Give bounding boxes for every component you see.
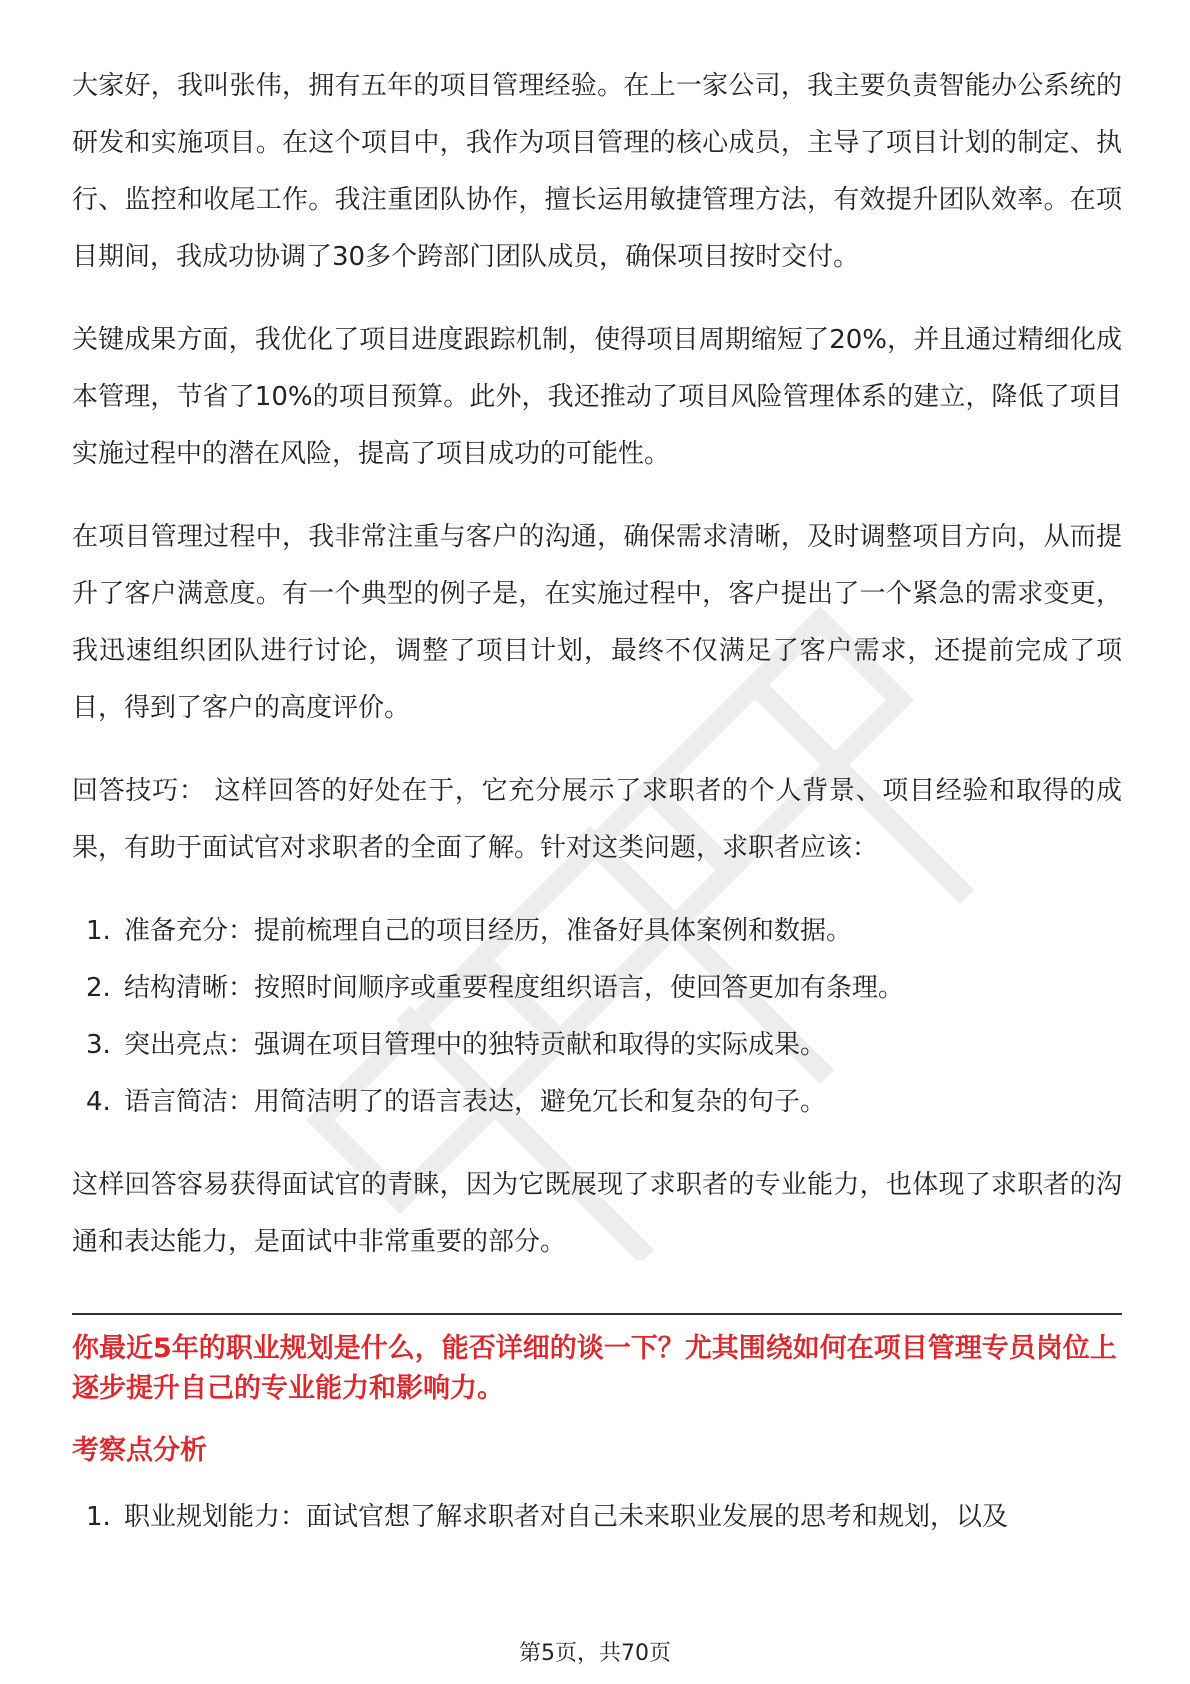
section-divider <box>72 1313 1122 1315</box>
list-item-number: 3. <box>86 1030 111 1060</box>
tips-intro: 回答技巧： 这样回答的好处在于，它充分展示了求职者的个人背景、项目经验和取得的成果，有助于面试官对求职者的全面了解。针对这类问题，求职者应该： <box>72 776 1122 863</box>
list-item-number: 4. <box>86 1087 111 1117</box>
analysis-heading: 考察点分析 <box>72 1435 207 1466</box>
list-item <box>86 1489 1122 1546</box>
list-item-text: 准备充分：提前梳理自己的项目经历，准备好具体案例和数据。 <box>124 916 853 946</box>
answer-paragraph-2: 关键成果方面，我优化了项目进度跟踪机制，使得项目周期缩短了20%，并且通过精细化成本管理，节省了10%的项目预算。此外，我还推动了项目风险管理体系的建立，降低了项目实施过程中的潜在风险，提高了项目成功的可能性。 <box>72 325 1122 469</box>
list-item-text: 语言简洁：用简洁明了的语言表达，避免冗长和复杂的句子。 <box>124 1087 827 1117</box>
list-item <box>86 1074 1122 1131</box>
question-heading: 你最近5年的职业规划是什么，能否详细的谈一下？尤其围绕如何在项目管理专员岗位上逐步提升自己的专业能力和影响力。 <box>72 1333 1117 1404</box>
list-item-number: 2. <box>86 973 111 1003</box>
list-item-text: 结构清晰：按照时间顺序或重要程度组织语言，使回答更加有条理。 <box>124 973 905 1003</box>
analysis-list <box>72 1489 1122 1546</box>
list-item <box>86 960 1122 1017</box>
list-item <box>86 1017 1122 1074</box>
tips-conclusion: 这样回答容易获得面试官的青睐，因为它既展现了求职者的专业能力，也体现了求职者的沟通和表达能力，是面试中非常重要的部分。 <box>72 1170 1122 1257</box>
page-number: 第5页，共70页 <box>519 1641 671 1666</box>
list-item-number: 1. <box>86 916 111 946</box>
answer-paragraph-1: 大家好，我叫张伟，拥有五年的项目管理经验。在上一家公司，我主要负责智能办公系统的研发和实施项目。在这个项目中，我作为项目管理的核心成员，主导了项目计划的制定、执行、监控和收尾工作。我注重团队协作，擅长运用敏捷管理方法，有效提升团队效率。在项目期间，我成功协调了30多个跨部门团队成员，确保项目按时交付。 <box>72 71 1122 272</box>
list-item-text: 职业规划能力：面试官想了解求职者对自己未来职业发展的思考和规划，以及 <box>124 1502 1009 1532</box>
answer-paragraph-3: 在项目管理过程中，我非常注重与客户的沟通，确保需求清晰，及时调整项目方向，从而提升了客户满意度。有一个典型的例子是，在实施过程中，客户提出了一个紧急的需求变更，我迅速组织团队进行讨论，调整了项目计划，最终不仅满足了客户需求，还提前完成了项目，得到了客户的高度评价。 <box>72 522 1122 723</box>
list-item <box>86 903 1122 960</box>
list-item-text: 突出亮点：强调在项目管理中的独特贡献和取得的实际成果。 <box>124 1030 827 1060</box>
tips-list <box>72 903 1122 1131</box>
list-item-number: 1. <box>86 1502 111 1532</box>
document-page <box>72 58 1122 1572</box>
